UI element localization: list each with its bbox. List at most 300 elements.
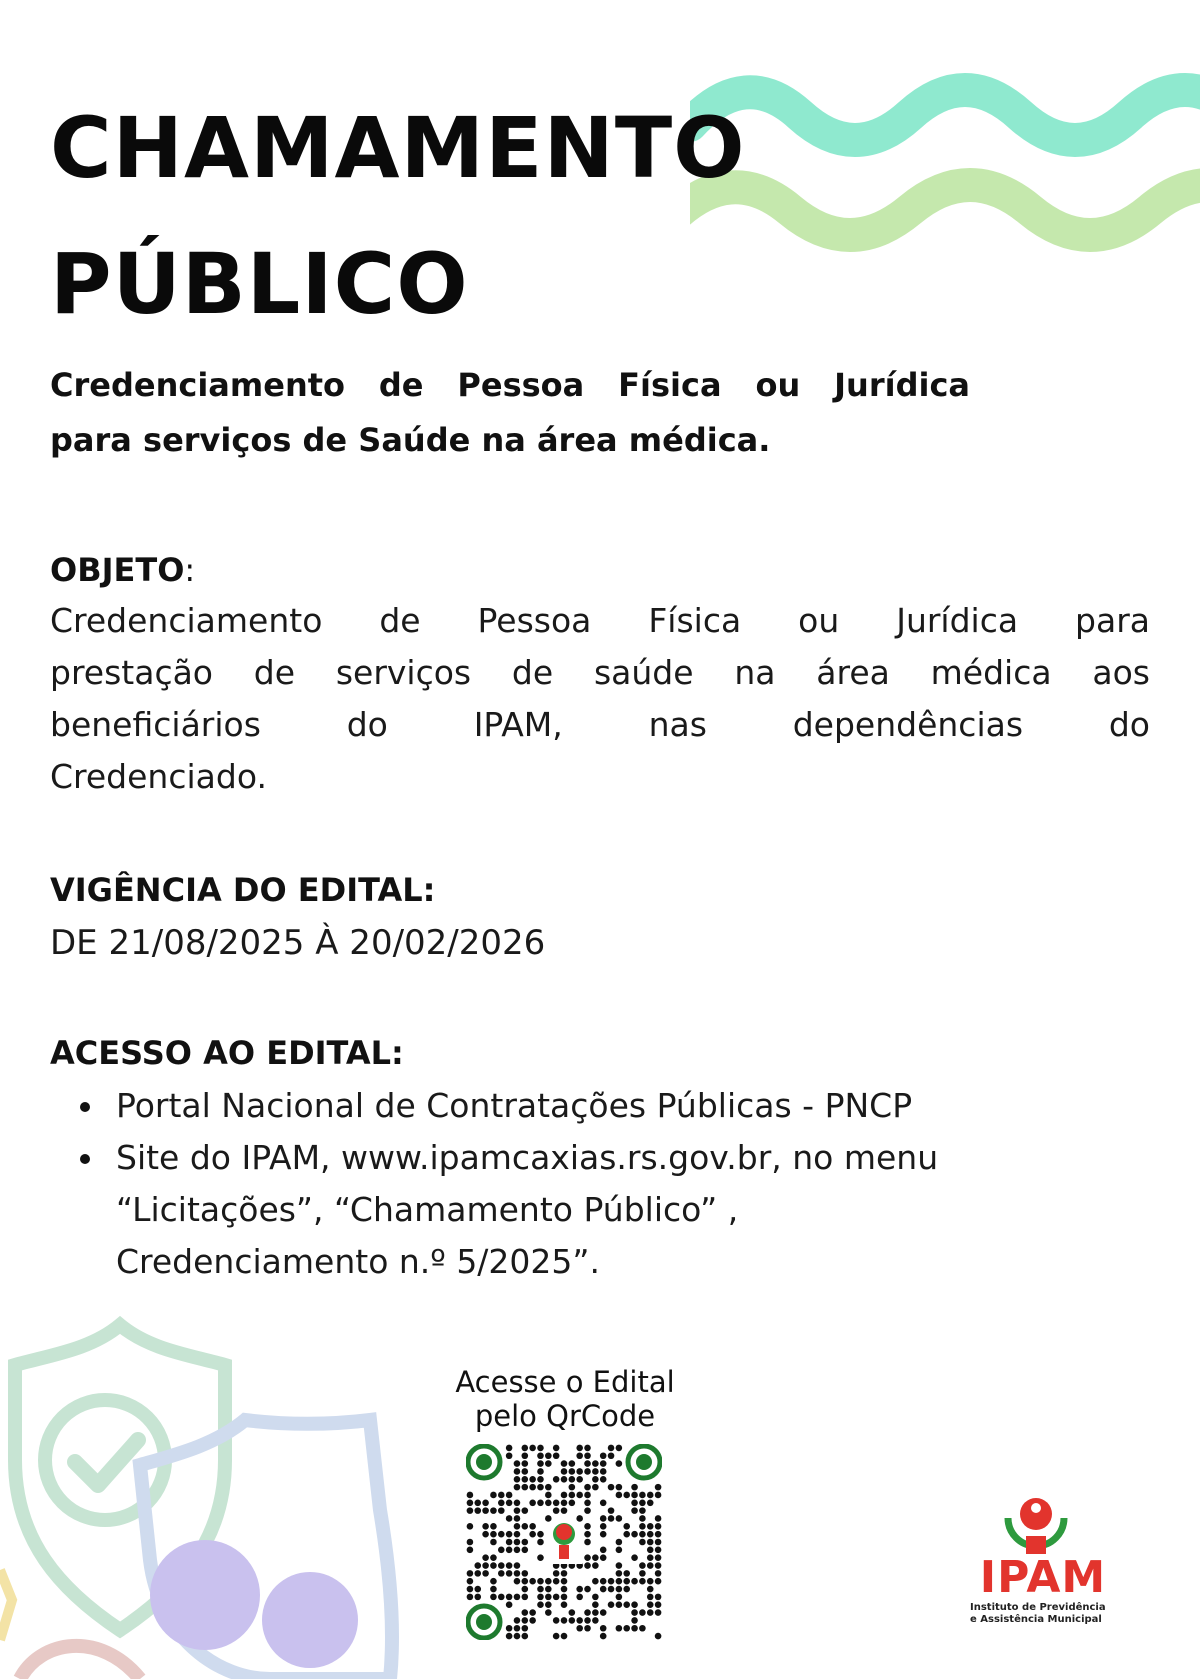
qr-module — [514, 1539, 521, 1546]
list-item-line: “Licitações”, “Chamamento Público” , — [116, 1190, 739, 1229]
qr-module — [623, 1523, 630, 1530]
qr-module — [514, 1578, 521, 1585]
qr-module — [600, 1633, 607, 1640]
objeto-line: Credenciado. — [50, 757, 267, 796]
qr-module — [647, 1609, 654, 1616]
qr-module — [498, 1594, 505, 1601]
qr-module — [561, 1500, 568, 1507]
qr-module — [639, 1492, 646, 1499]
qr-finder-top-right — [628, 1446, 660, 1478]
qr-module — [623, 1492, 630, 1499]
qr-module — [623, 1625, 630, 1632]
qr-module — [522, 1617, 529, 1624]
qr-module — [561, 1460, 568, 1467]
qr-module — [490, 1594, 497, 1601]
subtitle — [50, 358, 970, 468]
qr-module — [490, 1586, 497, 1593]
qr-module — [655, 1570, 662, 1577]
qr-module — [514, 1594, 521, 1601]
ipam-tagline-line-1: Instituto de Previdência — [970, 1602, 1106, 1613]
qr-module — [522, 1452, 529, 1459]
qr-module — [592, 1476, 599, 1483]
qr-module — [506, 1570, 513, 1577]
qr-module — [482, 1500, 489, 1507]
qr-module — [561, 1492, 568, 1499]
qr-module — [561, 1586, 568, 1593]
qr-module — [639, 1507, 646, 1514]
qr-module — [474, 1507, 481, 1514]
qr-module — [655, 1554, 662, 1561]
qr-module — [600, 1531, 607, 1538]
qr-module — [631, 1578, 638, 1585]
qr-module — [498, 1492, 505, 1499]
qr-module — [467, 1507, 474, 1514]
qr-module — [561, 1617, 568, 1624]
qr-module — [608, 1515, 615, 1522]
wave-bottom — [690, 185, 1200, 235]
qr-module — [616, 1578, 623, 1585]
qr-module — [467, 1492, 474, 1499]
qr-module — [623, 1601, 630, 1608]
vigencia-heading: VIGÊNCIA DO EDITAL: — [50, 871, 436, 909]
qr-module — [514, 1500, 521, 1507]
ipam-logo-text: IPAM — [979, 1552, 1107, 1603]
qr-module — [608, 1578, 615, 1585]
qr-module — [616, 1492, 623, 1499]
qr-module — [647, 1554, 654, 1561]
qr-module — [514, 1547, 521, 1554]
qr-module — [506, 1625, 513, 1632]
qr-module — [467, 1547, 474, 1554]
qr-module — [553, 1500, 560, 1507]
qr-module — [592, 1562, 599, 1569]
vigencia-dates: DE 21/08/2025 À 20/02/2026 — [50, 923, 546, 963]
qr-module — [537, 1500, 544, 1507]
qr-module — [592, 1617, 599, 1624]
qr-module — [631, 1609, 638, 1616]
qr-module — [537, 1554, 544, 1561]
qr-module — [584, 1625, 591, 1632]
qr-module — [616, 1586, 623, 1593]
qr-module — [506, 1594, 513, 1601]
qr-module — [537, 1594, 544, 1601]
qr-module — [490, 1539, 497, 1546]
qr-module — [482, 1531, 489, 1538]
qr-module — [600, 1554, 607, 1561]
qr-module — [600, 1476, 607, 1483]
qr-module — [514, 1515, 521, 1522]
list-item — [50, 1080, 1150, 1132]
objeto-heading — [50, 550, 195, 590]
qr-module — [553, 1617, 560, 1624]
qr-module — [506, 1633, 513, 1640]
qr-module — [514, 1562, 521, 1569]
qr-module — [467, 1594, 474, 1601]
qr-module — [514, 1484, 521, 1491]
qr-module — [490, 1562, 497, 1569]
qr-module — [647, 1601, 654, 1608]
qr-module — [553, 1445, 560, 1452]
qr-module — [584, 1539, 591, 1546]
qr-module — [467, 1586, 474, 1593]
qr-module — [592, 1468, 599, 1475]
qr-module — [506, 1492, 513, 1499]
qr-module — [655, 1594, 662, 1601]
qr-module — [608, 1601, 615, 1608]
qr-module — [600, 1452, 607, 1459]
qr-module — [600, 1500, 607, 1507]
qr-module — [584, 1484, 591, 1491]
qr-module — [514, 1476, 521, 1483]
qr-module — [545, 1609, 552, 1616]
qr-module — [490, 1531, 497, 1538]
qr-module — [655, 1601, 662, 1608]
qr-module — [561, 1476, 568, 1483]
qr-module — [631, 1601, 638, 1608]
qr-module — [522, 1460, 529, 1467]
qr-module — [522, 1468, 529, 1475]
qr-module — [569, 1468, 576, 1475]
qr-module — [498, 1500, 505, 1507]
qr-module — [537, 1539, 544, 1546]
title-line-2: PÚBLICO — [50, 235, 469, 333]
qr-module — [529, 1445, 536, 1452]
qr-module — [608, 1445, 615, 1452]
qr-module — [498, 1570, 505, 1577]
qr-module — [600, 1460, 607, 1467]
qr-module — [490, 1554, 497, 1561]
subtitle-line-2: para serviços de Saúde na área médica. — [50, 421, 771, 459]
qr-module — [522, 1578, 529, 1585]
qr-module — [545, 1492, 552, 1499]
qr-module — [655, 1578, 662, 1585]
qr-module — [623, 1570, 630, 1577]
qr-module — [522, 1570, 529, 1577]
qr-module — [529, 1523, 536, 1530]
qr-finder-top-left — [468, 1446, 500, 1478]
qr-module — [655, 1539, 662, 1546]
qr-module — [631, 1617, 638, 1624]
acesso-heading: ACESSO AO EDITAL: — [50, 1034, 404, 1072]
qr-module — [522, 1609, 529, 1616]
qr-module — [522, 1625, 529, 1632]
qr-module — [545, 1578, 552, 1585]
qr-module — [584, 1609, 591, 1616]
qr-module — [545, 1500, 552, 1507]
qr-module — [576, 1515, 583, 1522]
qr-module — [561, 1601, 568, 1608]
qr-module — [529, 1578, 536, 1585]
qr-module — [655, 1523, 662, 1530]
qr-module — [592, 1601, 599, 1608]
qr-module — [584, 1586, 591, 1593]
qr-module — [600, 1578, 607, 1585]
qr-module — [467, 1523, 474, 1530]
qr-module — [514, 1625, 521, 1632]
qr-module — [647, 1578, 654, 1585]
qr-caption — [420, 1365, 710, 1433]
qr-module — [584, 1452, 591, 1459]
qr-module — [584, 1617, 591, 1624]
qr-module — [623, 1578, 630, 1585]
qr-module — [537, 1578, 544, 1585]
qr-module — [592, 1554, 599, 1561]
qr-module — [561, 1468, 568, 1475]
list-item-line: Credenciamento n.º 5/2025”. — [116, 1242, 600, 1281]
qr-module — [616, 1515, 623, 1522]
qr-module — [655, 1484, 662, 1491]
qr-module — [639, 1523, 646, 1530]
qr-module — [584, 1500, 591, 1507]
qr-module — [576, 1625, 583, 1632]
qr-module — [655, 1492, 662, 1499]
qr-module — [522, 1594, 529, 1601]
qr-module — [553, 1633, 560, 1640]
qr-module — [584, 1531, 591, 1538]
qr-module — [655, 1633, 662, 1640]
qr-module — [514, 1507, 521, 1514]
qr-module — [529, 1531, 536, 1538]
qr-code[interactable] — [466, 1444, 662, 1640]
qr-module — [553, 1578, 560, 1585]
objeto-colon: : — [184, 551, 196, 589]
qr-module — [474, 1500, 481, 1507]
qr-module — [537, 1601, 544, 1608]
qr-module — [600, 1523, 607, 1530]
qr-module — [655, 1531, 662, 1538]
qr-module — [490, 1578, 497, 1585]
qr-module — [529, 1609, 536, 1616]
qr-module — [584, 1523, 591, 1530]
qr-module — [584, 1507, 591, 1514]
qr-module — [561, 1570, 568, 1577]
qr-module — [561, 1594, 568, 1601]
qr-module — [545, 1452, 552, 1459]
qr-module — [655, 1609, 662, 1616]
qr-module — [474, 1562, 481, 1569]
qr-module — [553, 1507, 560, 1514]
page-title — [50, 80, 746, 352]
wave-decoration — [690, 60, 1200, 290]
qr-module — [467, 1500, 474, 1507]
qr-module — [592, 1578, 599, 1585]
qr-module — [584, 1445, 591, 1452]
qr-module — [482, 1523, 489, 1530]
qr-module — [608, 1452, 615, 1459]
qr-module — [584, 1468, 591, 1475]
qr-module — [631, 1492, 638, 1499]
qr-module — [631, 1625, 638, 1632]
qr-module — [623, 1586, 630, 1593]
qr-module — [537, 1460, 544, 1467]
qr-module — [647, 1500, 654, 1507]
qr-module — [537, 1586, 544, 1593]
qr-module — [490, 1523, 497, 1530]
qr-module — [576, 1476, 583, 1483]
qr-module — [608, 1586, 615, 1593]
qr-module — [553, 1452, 560, 1459]
qr-module — [506, 1562, 513, 1569]
qr-module — [522, 1476, 529, 1483]
qr-module — [498, 1507, 505, 1514]
qr-module — [576, 1445, 583, 1452]
qr-module — [639, 1570, 646, 1577]
qr-module — [600, 1515, 607, 1522]
qr-module — [514, 1523, 521, 1530]
qr-module — [506, 1500, 513, 1507]
qr-module — [655, 1562, 662, 1569]
qr-module — [569, 1617, 576, 1624]
qr-module — [522, 1547, 529, 1554]
qr-module — [537, 1476, 544, 1483]
qr-module — [537, 1468, 544, 1475]
qr-module — [647, 1523, 654, 1530]
qr-module — [529, 1476, 536, 1483]
list-item-line: Portal Nacional de Contratações Públicas - PNCP — [116, 1086, 913, 1125]
qr-module — [623, 1531, 630, 1538]
qr-module — [569, 1500, 576, 1507]
qr-module — [506, 1452, 513, 1459]
qr-module — [576, 1452, 583, 1459]
qr-module — [561, 1507, 568, 1514]
objeto-line: prestação de serviços de saúde na área médica aos — [50, 653, 1150, 692]
qr-module — [647, 1531, 654, 1538]
qr-module — [522, 1523, 529, 1530]
purple-circle-small — [262, 1572, 358, 1668]
qr-module — [600, 1609, 607, 1616]
qr-module — [514, 1617, 521, 1624]
qr-module — [584, 1562, 591, 1569]
qr-module — [647, 1586, 654, 1593]
qr-module — [616, 1594, 623, 1601]
qr-module — [522, 1507, 529, 1514]
qr-module — [490, 1492, 497, 1499]
qr-module — [522, 1539, 529, 1546]
qr-module — [608, 1507, 615, 1514]
qr-module — [631, 1500, 638, 1507]
qr-module — [600, 1625, 607, 1632]
qr-module — [584, 1492, 591, 1499]
qr-module — [514, 1460, 521, 1467]
qr-module — [467, 1539, 474, 1546]
qr-module — [600, 1586, 607, 1593]
qr-module — [576, 1492, 583, 1499]
qr-module — [616, 1570, 623, 1577]
qr-module — [482, 1570, 489, 1577]
qr-module — [498, 1531, 505, 1538]
qr-module — [474, 1586, 481, 1593]
qr-module — [506, 1601, 513, 1608]
ipam-tagline — [970, 1602, 1110, 1626]
qr-module — [514, 1531, 521, 1538]
list-item — [50, 1132, 1150, 1288]
qr-module — [561, 1633, 568, 1640]
qr-module — [639, 1578, 646, 1585]
qr-module — [498, 1562, 505, 1569]
qr-module — [569, 1492, 576, 1499]
qr-module — [647, 1492, 654, 1499]
objeto-description — [50, 595, 1150, 803]
wave-top — [690, 90, 1200, 140]
qr-module — [639, 1500, 646, 1507]
subtitle-line-1: Credenciamento de Pessoa Física ou Jurídica — [50, 366, 970, 404]
qr-module — [592, 1609, 599, 1616]
objeto-line: Credenciamento de Pessoa Física ou Jurídica para — [50, 601, 1150, 640]
qr-module — [467, 1570, 474, 1577]
qr-module — [498, 1547, 505, 1554]
qr-module — [482, 1507, 489, 1514]
qr-module — [506, 1445, 513, 1452]
ipam-emblem-icon — [1008, 1498, 1064, 1554]
qr-module — [639, 1625, 646, 1632]
acesso-list — [50, 1080, 1150, 1288]
qr-module — [545, 1601, 552, 1608]
purple-circle-large — [150, 1540, 260, 1650]
qr-module — [647, 1562, 654, 1569]
ipam-tagline-line-2: e Assistência Municipal — [970, 1614, 1102, 1625]
qr-module — [545, 1460, 552, 1467]
qr-finder-bottom-left — [468, 1606, 500, 1638]
qr-module — [600, 1547, 607, 1554]
objeto-label: OBJETO — [50, 551, 185, 589]
qr-module — [647, 1539, 654, 1546]
qr-module — [506, 1539, 513, 1546]
qr-module — [592, 1484, 599, 1491]
qr-module — [647, 1547, 654, 1554]
qr-module — [576, 1594, 583, 1601]
qr-module — [616, 1484, 623, 1491]
check-icon — [75, 1440, 138, 1485]
qr-module — [639, 1515, 646, 1522]
shield-decoration — [0, 1300, 420, 1679]
qr-module — [631, 1531, 638, 1538]
qr-module — [600, 1468, 607, 1475]
qr-module — [655, 1515, 662, 1522]
qr-module — [576, 1586, 583, 1593]
qr-module — [592, 1594, 599, 1601]
qr-module — [616, 1539, 623, 1546]
qr-module — [639, 1562, 646, 1569]
shield-pink-icon — [20, 1646, 140, 1679]
qr-module — [553, 1570, 560, 1577]
qr-module — [616, 1625, 623, 1632]
qr-module — [474, 1570, 481, 1577]
qr-module — [545, 1484, 552, 1491]
qr-module — [474, 1594, 481, 1601]
qr-module — [616, 1562, 623, 1569]
qr-module — [514, 1633, 521, 1640]
qr-module — [529, 1500, 536, 1507]
qr-module — [592, 1460, 599, 1467]
qr-module — [584, 1460, 591, 1467]
list-item-line: Site do IPAM, www.ipamcaxias.rs.gov.br, no menu — [116, 1138, 939, 1177]
qr-module — [639, 1539, 646, 1546]
qr-module — [631, 1507, 638, 1514]
qr-module — [569, 1484, 576, 1491]
qr-module — [545, 1594, 552, 1601]
qr-module — [616, 1460, 623, 1467]
qr-module — [537, 1484, 544, 1491]
qr-module — [529, 1484, 536, 1491]
qr-module — [545, 1586, 552, 1593]
qr-module — [569, 1476, 576, 1483]
qr-module — [647, 1594, 654, 1601]
title-line-1: CHAMAMENTO — [50, 99, 746, 197]
qr-module — [616, 1601, 623, 1608]
qr-module — [522, 1484, 529, 1491]
qr-module — [655, 1547, 662, 1554]
qr-module — [514, 1570, 521, 1577]
